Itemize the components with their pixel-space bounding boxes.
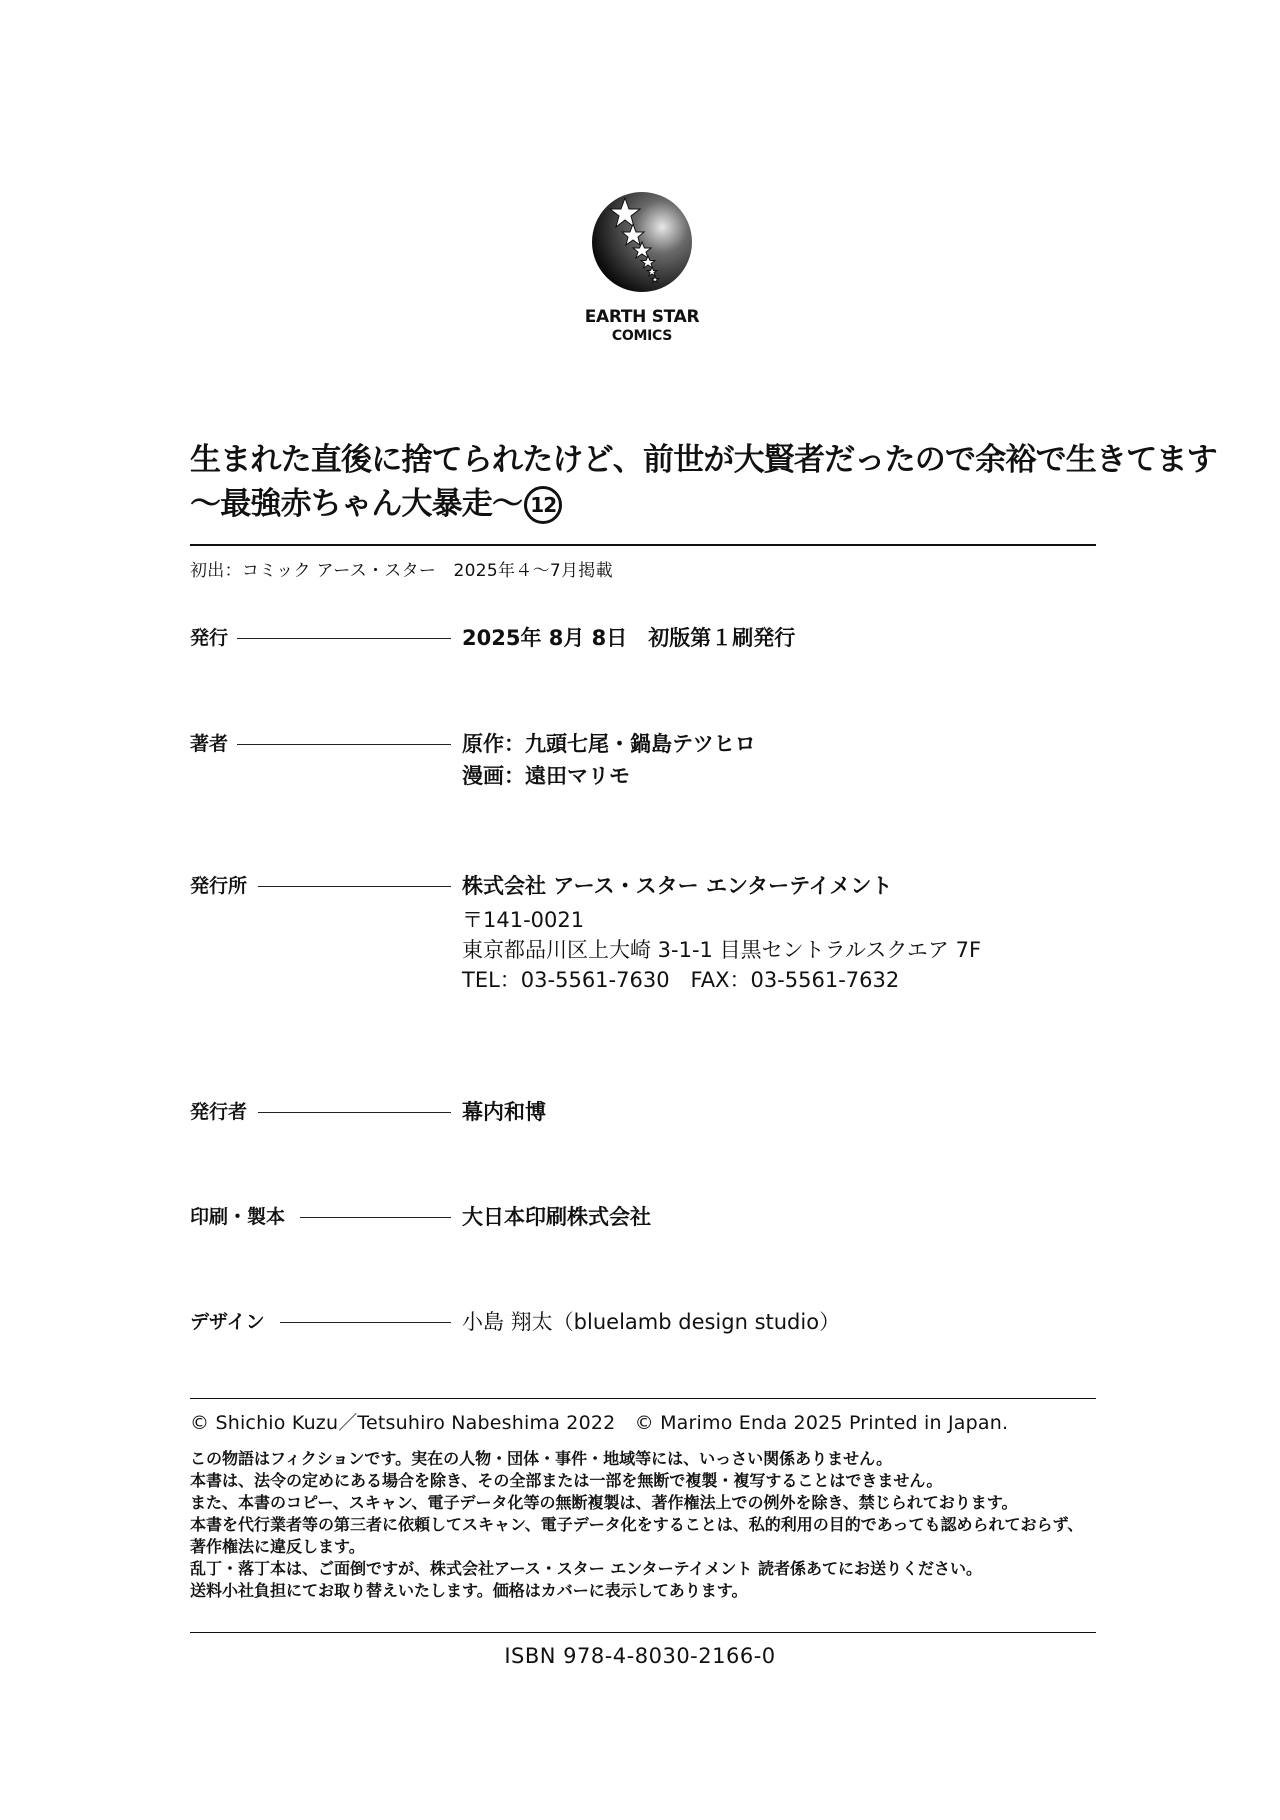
publisher-postal: 〒141-0021	[462, 908, 585, 932]
volume-number-badge: 12	[524, 486, 562, 524]
issuer-value: 幕内和博	[462, 1100, 546, 1124]
leader-line	[258, 1112, 451, 1113]
author-manga: 漫画：遠田マリモ	[462, 764, 630, 788]
leader-line	[280, 1322, 451, 1323]
title-line2	[190, 484, 1100, 524]
leader-line	[237, 744, 451, 745]
legal-note: この物語はフィクションです。実在の人物・団体・事件・地域等には、いっさい関係ありません。	[190, 1449, 893, 1468]
printing-value: 大日本印刷株式会社	[462, 1205, 651, 1229]
leader-line	[300, 1217, 451, 1218]
book-title	[190, 440, 1217, 524]
title-subtitle: ～最強赤ちゃん大暴走～	[190, 486, 523, 522]
earth-star-globe-icon	[590, 190, 694, 294]
publish-date-value: 2025年 8月 8日 初版第１刷発行	[462, 626, 796, 650]
logo-line1: EARTH STAR	[584, 307, 700, 327]
legal-note: また、本書のコピー、スキャン、電子データ化等の無断複製は、著作権法上での例外を除き、禁じられております。	[190, 1493, 1018, 1512]
design-value: 小島 翔太（bluelamb design studio）	[462, 1310, 841, 1334]
publisher-address: 東京都品川区上大崎 3-1-1 目黒セントラルスクエア 7F	[462, 938, 982, 962]
copyright-line: © Shichio Kuzu／Tetsuhiro Nabeshima 2022 © Marimo Enda 2025 Printed in Japan.	[190, 1412, 1009, 1434]
legal-note: 著作権法に違反します。	[190, 1537, 365, 1556]
first-publication: 初出：コミック アース・スター 2025年４～7月掲載	[190, 561, 613, 581]
publisher-contact: TEL：03-5561-7630 FAX：03-5561-7632	[462, 968, 900, 992]
publisher-company: 株式会社 アース・スター エンターテイメント	[462, 874, 893, 898]
legal-note: 本書を代行業者等の第三者に依頼してスキャン、電子データ化をすることは、私的利用の目的であっても認められておらず、	[190, 1515, 1084, 1534]
leader-line	[237, 638, 451, 639]
legal-note: 本書は、法令の定めにある場合を除き、その全部または一部を無断で複製・複写することはできません。	[190, 1471, 943, 1490]
title-divider	[190, 544, 1096, 546]
printing-label: 印刷・製本	[190, 1206, 286, 1228]
legal-note: 送料小社負担にてお取り替えいたします。価格はカバーに表示してあります。	[190, 1581, 748, 1600]
issuer-label: 発行者	[190, 1101, 248, 1123]
publisher-logo	[580, 190, 704, 346]
isbn: ISBN 978-4-8030-2166-0	[504, 1644, 776, 1668]
logo-line2: COMICS	[611, 328, 673, 344]
design-label: デザイン	[190, 1311, 265, 1333]
author-original: 原作：九頭七尾・鍋島テツヒロ	[462, 732, 756, 756]
title-line1: 生まれた直後に捨てられたけど、前世が大賢者だったので余裕で生きてます	[190, 442, 1217, 478]
author-label: 著者	[190, 733, 229, 755]
isbn-divider	[190, 1632, 1096, 1633]
publisher-label: 発行所	[190, 875, 248, 897]
legal-notes	[190, 1448, 1083, 1602]
leader-line	[258, 886, 451, 887]
publish-date-label: 発行	[190, 627, 229, 649]
copyright-divider	[190, 1398, 1096, 1399]
legal-note: 乱丁・落丁本は、ご面倒ですが、株式会社アース・スター エンターテイメント 読者係あてにお送りください。	[190, 1559, 982, 1578]
